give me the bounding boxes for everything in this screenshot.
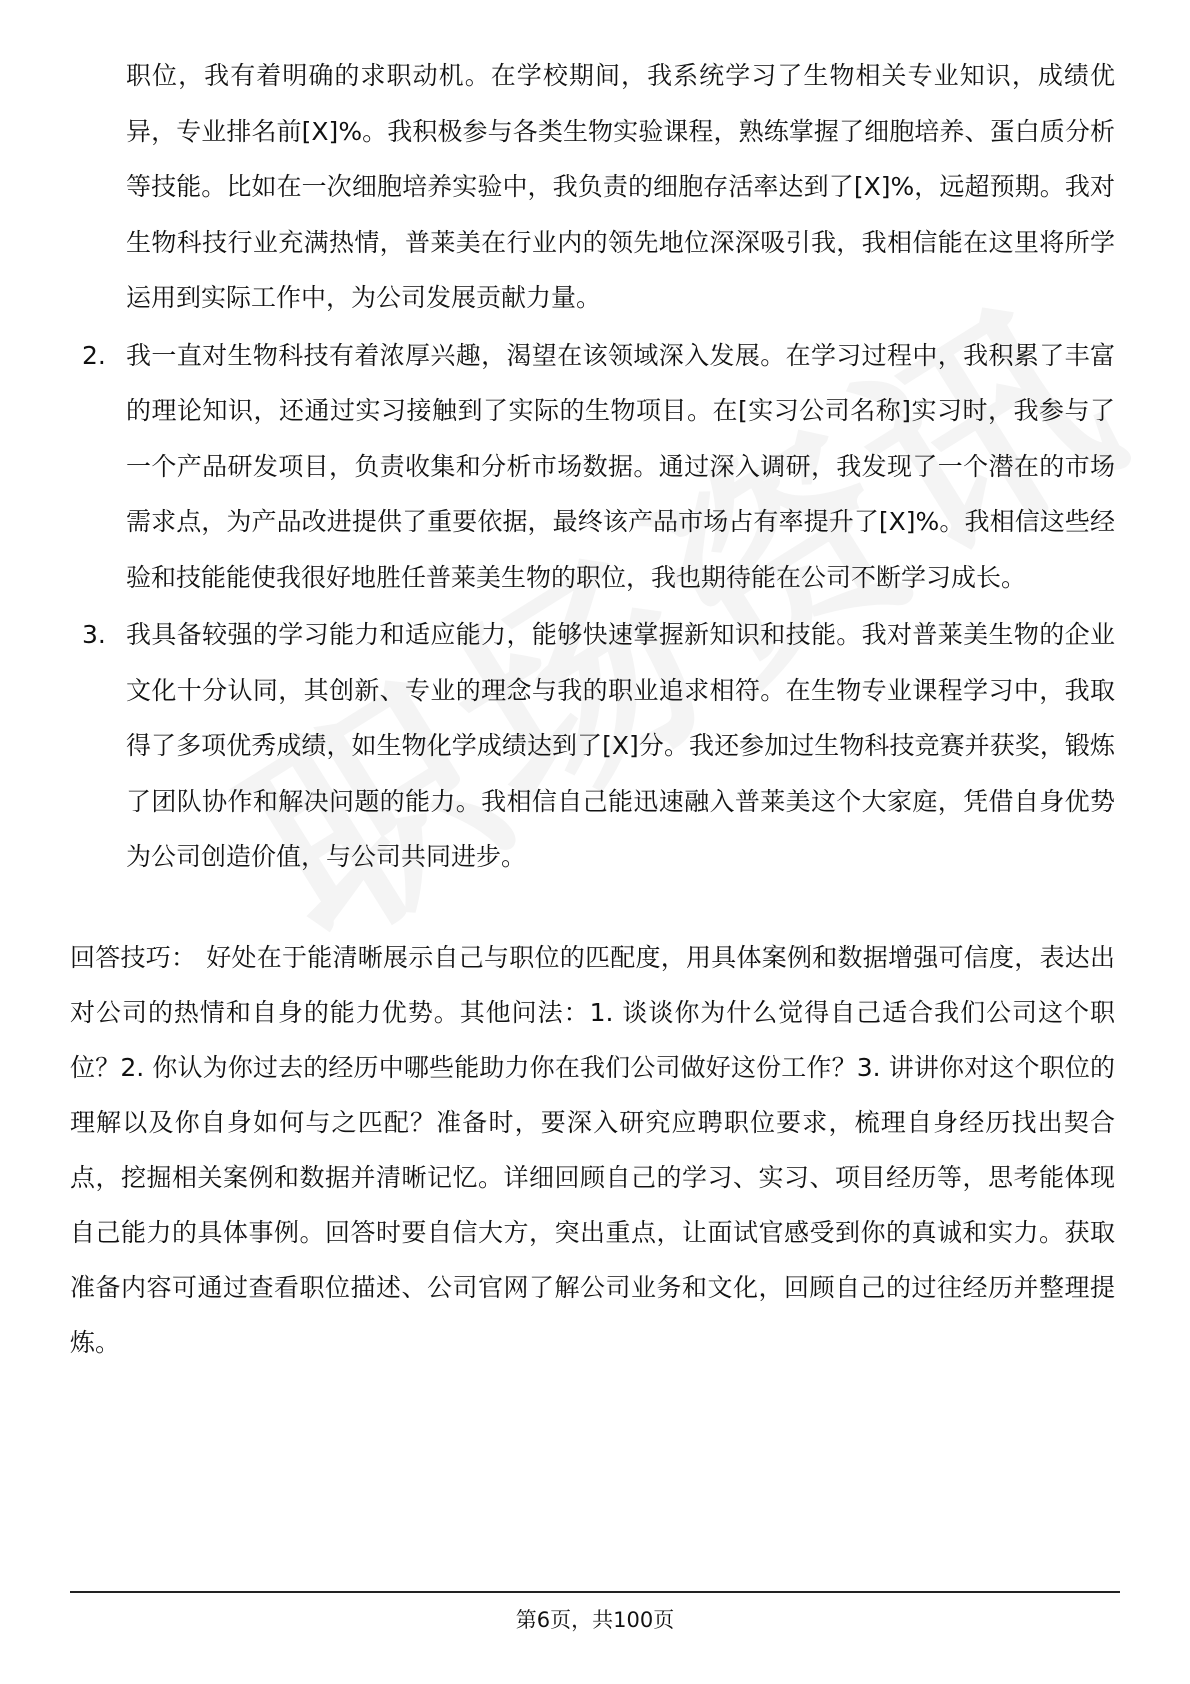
answer-item-text: 我具备较强的学习能力和适应能力，能够快速掌握新知识和技能。我对普莱美生物的企业文化十分认同，其创新、专业的理念与我的职业追求相符。在生物专业课程学习中，我取得了多项优秀成绩，如生物化学成绩达到了[X]分。我还参加过生物科技竞赛并获奖，锻炼了团队协作和解决问题的能力。我相信自己能迅速融入普莱美这个大家庭，凭借自身优势为公司创造价值，与公司共同进步。 [126,620,1115,871]
document-body [70,48,1115,1370]
page-number: 第6页，共100页 [515,1608,675,1632]
answer-tips [70,930,1115,1370]
answer-item-2 [70,328,1115,606]
answer-item-text: 我一直对生物科技有着浓厚兴趣，渴望在该领域深入发展。在学习过程中，我积累了丰富的理论知识，还通过实习接触到了实际的生物项目。在[实习公司名称]实习时，我参与了一个产品研发项目，负责收集和分析市场数据。通过深入调研，我发现了一个潜在的市场需求点，为产品改进提供了重要依据，最终该产品市场占有率提升了[X]%。我相信这些经验和技能能使我很好地胜任普莱美生物的职位，我也期待能在公司不断学习成长。 [126,340,1115,592]
answer-item-1-continued [70,48,1115,326]
answer-tips-label: 回答技巧： [70,942,197,972]
footer-divider [70,1591,1120,1593]
answer-item-number: 3. [82,620,106,649]
answer-item-text: 职位，我有着明确的求职动机。在学校期间，我系统学习了生物相关专业知识，成绩优异，专业排名前[X]%。我积极参与各类生物实验课程，熟练掌握了细胞培养、蛋白质分析等技能。比如在一次细胞培养实验中，我负责的细胞存活率达到了[X]%，远超预期。我对生物科技行业充满热情，普莱美在行业内的领先地位深深吸引我，我相信能在这里将所学运用到实际工作中，为公司发展贡献力量。 [126,61,1115,312]
answer-item-3 [70,607,1115,885]
answer-tips-text: 好处在于能清晰展示自己与职位的匹配度，用具体案例和数据增强可信度，表达出对公司的热情和自身的能力优势。其他问法：1. 谈谈你为什么觉得自己适合我们公司这个职位？2. 你认为你过去的经历中哪些能助力你在我们公司做好这份工作？3. 讲讲你对这个职位的理解以及你自身如何与之匹配？准备时，要深入研究应聘职位要求，梳理自身经历找出契合点，挖掘相关案例和数据并清晰记忆。详细回顾自己的学习、实习、项目经历等，思考能体现自己能力的具体事例。回答时要自信大方，突出重点，让面试官感受到你的真诚和实力。获取准备内容可通过查看职位描述、公司官网了解公司业务和文化，回顾自己的过往经历并整理提炼。 [70,942,1115,1357]
answer-item-number: 2. [82,340,106,370]
